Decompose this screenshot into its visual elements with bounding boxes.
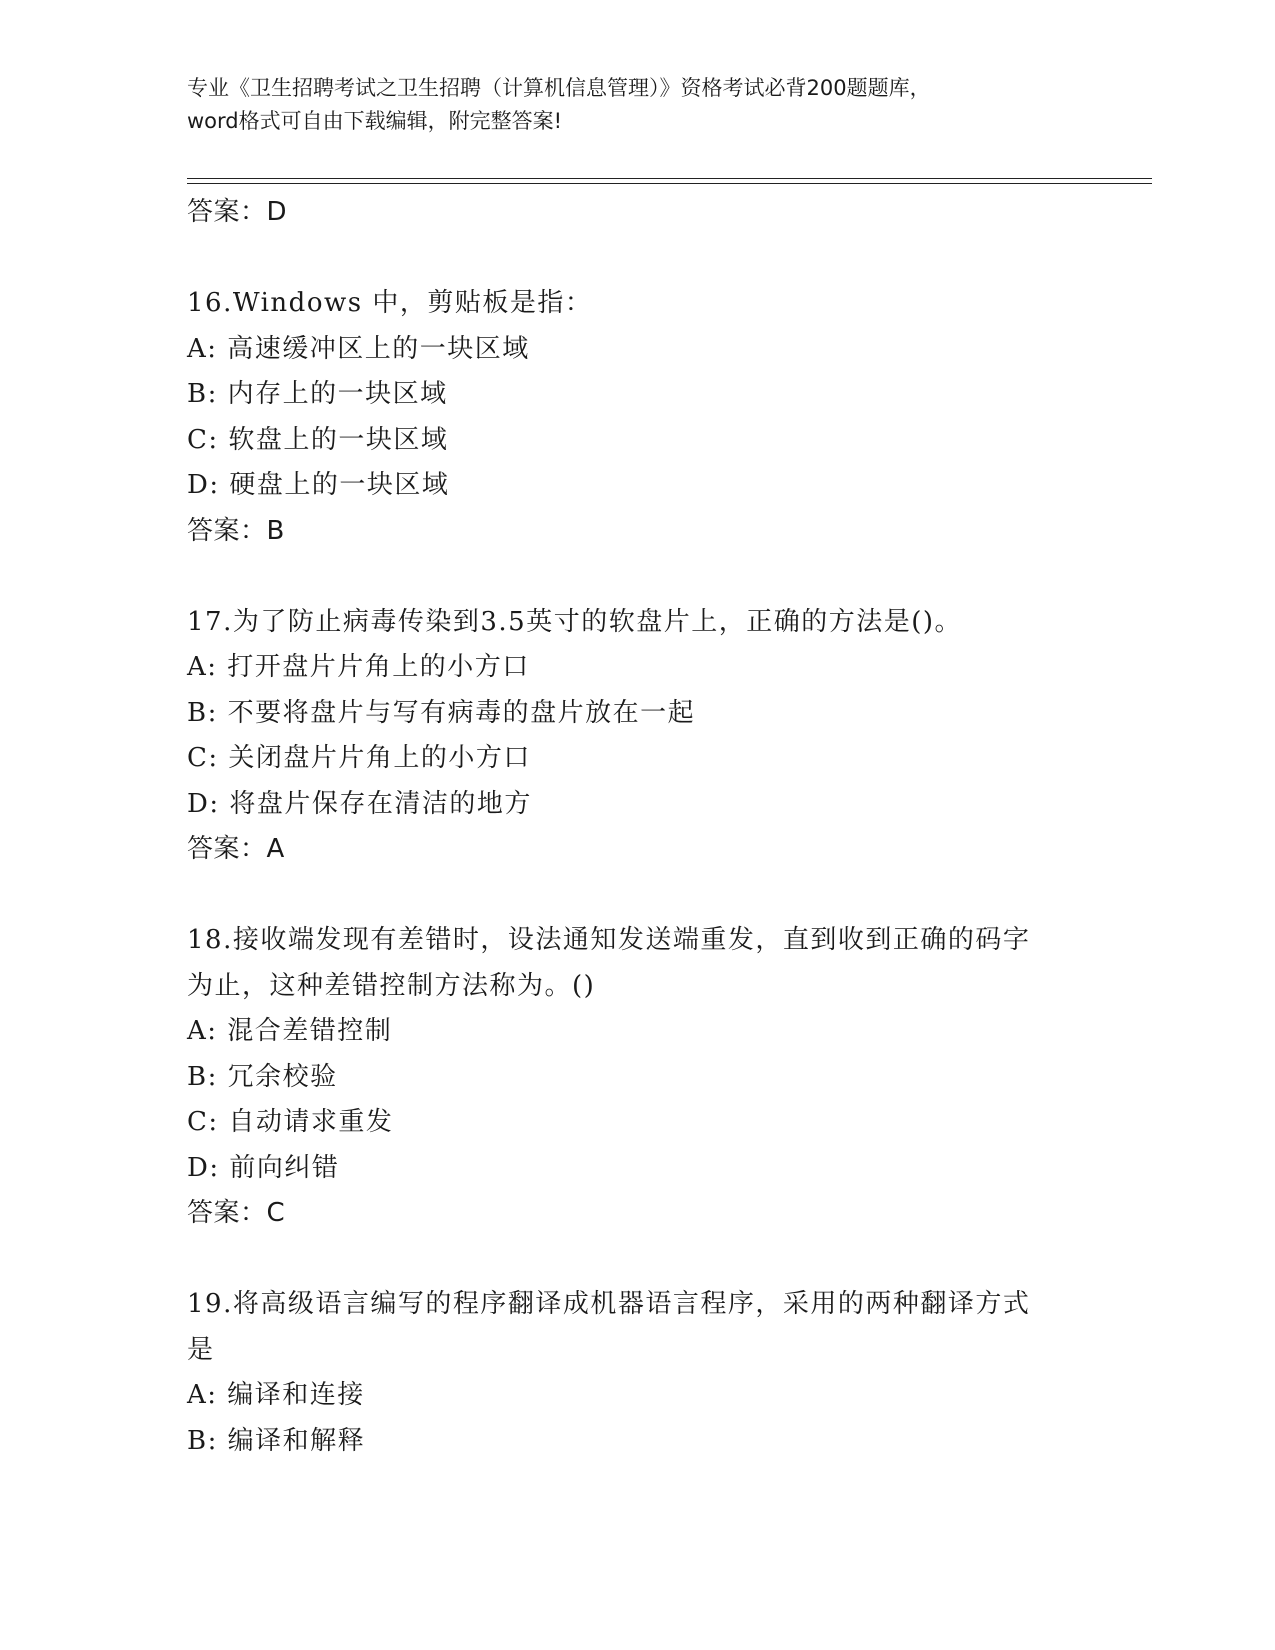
question-text: 17.为了防止病毒传染到3.5英寸的软盘片上，正确的方法是()。 bbox=[187, 606, 962, 637]
question-text-continued: 是 bbox=[187, 1334, 215, 1365]
answer-line: 答案：A bbox=[187, 834, 285, 864]
question-block bbox=[187, 1282, 1087, 1464]
question-text-continued: 为止，这种差错控制方法称为。() bbox=[187, 970, 596, 1001]
option-a: A: 编译和连接 bbox=[187, 1380, 365, 1410]
answer-line: 答案：B bbox=[187, 515, 285, 546]
option-c: C: 关闭盘片片角上的小方口 bbox=[187, 743, 531, 773]
header-title-line-1: 专业《卫生招聘考试之卫生招聘（计算机信息管理）》资格考试必背200题题库， bbox=[187, 76, 931, 100]
header-divider-secondary bbox=[187, 183, 1152, 184]
answer-line: 答案：C bbox=[187, 1198, 286, 1228]
option-c: C: 软盘上的一块区域 bbox=[187, 424, 449, 455]
option-b: B: 冗余校验 bbox=[187, 1061, 338, 1092]
spacer bbox=[187, 873, 1087, 919]
option-c: C: 自动请求重发 bbox=[187, 1107, 394, 1137]
option-d: D: 硬盘上的一块区域 bbox=[187, 470, 450, 500]
option-a: A: 打开盘片片角上的小方口 bbox=[187, 652, 530, 682]
option-b: B: 内存上的一块区域 bbox=[187, 379, 448, 409]
spacer bbox=[187, 554, 1087, 600]
spacer bbox=[187, 1237, 1087, 1283]
question-block bbox=[187, 600, 1087, 873]
question-block bbox=[187, 281, 1087, 554]
option-d: D: 将盘片保存在清洁的地方 bbox=[187, 788, 532, 819]
question-text: 18.接收端发现有差错时，设法通知发送端重发，直到收到正确的码字 bbox=[187, 925, 1031, 955]
option-a: A: 高速缓冲区上的一块区域 bbox=[187, 333, 530, 364]
header-divider bbox=[187, 178, 1152, 179]
option-b: B: 不要将盘片与写有病毒的盘片放在一起 bbox=[187, 697, 696, 728]
spacer bbox=[187, 236, 1087, 282]
document-header bbox=[187, 72, 1087, 138]
question-block bbox=[187, 918, 1087, 1237]
question-text: 19.将高级语言编写的程序翻译成机器语言程序，采用的两种翻译方式 bbox=[187, 1289, 1031, 1319]
option-d: D: 前向纠错 bbox=[187, 1152, 340, 1183]
header-title-line-2: word格式可自由下载编辑，附完整答案! bbox=[187, 109, 563, 133]
answer-line: 答案：D bbox=[187, 197, 288, 227]
question-text: 16.Windows 中，剪贴板是指： bbox=[187, 288, 593, 318]
option-b: B: 编译和解释 bbox=[187, 1425, 366, 1456]
question-list bbox=[187, 190, 1087, 1464]
option-a: A: 混合差错控制 bbox=[187, 1016, 393, 1046]
